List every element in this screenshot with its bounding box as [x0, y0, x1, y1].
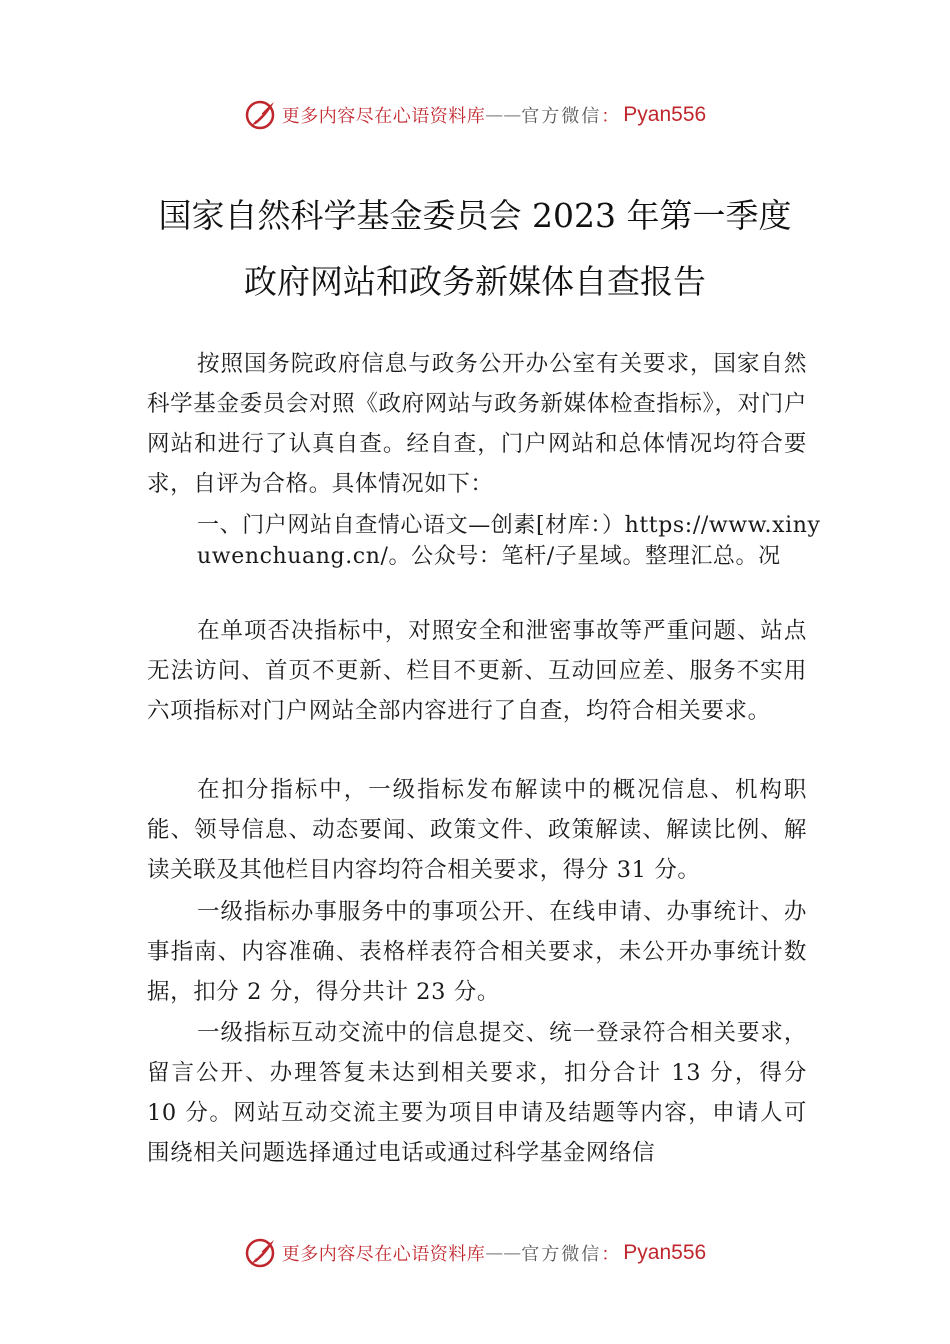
document-title-line-1: 国家自然科学基金委员会 2023 年第一季度	[158, 196, 792, 235]
banner-wechat-label: 官方微信	[521, 106, 602, 127]
banner-brand-text: 更多内容尽在心语资料库	[281, 1244, 486, 1265]
body-paragraph: 在单项否决指标中，对照安全和泄密事故等严重问题、站点无法访问、首页不更新、栏目不更新、互动回应差、服务不实用六项指标对门户网站全部内容进行了自查，均符合相关要求。	[147, 618, 807, 724]
banner-colon: ：	[601, 1244, 620, 1265]
banner-wechat-id: Pyan556	[623, 103, 707, 126]
banner-wechat-id: Pyan556	[623, 1241, 707, 1264]
watermark-banner-bottom	[0, 1233, 950, 1273]
banner-separator: ——	[485, 104, 522, 126]
body-paragraph: 一级指标互动交流中的信息提交、统一登录符合相关要求，留言公开、办理答复未达到相关要求，扣分合计 13 分，得分 10 分。网站互动交流主要为项目申请及结题等内容，申请人可围绕相关问题选择通过电话或通过科学基金网络信	[147, 1020, 807, 1166]
intro-paragraph: 按照国务院政府信息与政务公开办公室有关要求，国家自然科学基金委员会对照《政府网站与政务新媒体检查指标》，对门户网站和进行了认真自查。经自查，门户网站和总体情况均符合要求，自评为合格。具体情况如下：	[147, 351, 807, 497]
banner-separator: ——	[485, 1242, 522, 1264]
section-heading: 一、门户网站自查情心语文—创素[材库：）https://www.xinyuwenchuang.cn/。公众号：笔杆/子星域。整理汇总。况	[197, 513, 821, 569]
body-paragraph: 在扣分指标中，一级指标发布解读中的概况信息、机构职能、领导信息、动态要闻、政策文件、政策解读、解读比例、解读关联及其他栏目内容均符合相关要求，得分 31 分。	[147, 777, 807, 883]
watermark-banner-top	[0, 95, 950, 135]
banner-brand-text: 更多内容尽在心语资料库	[281, 106, 486, 127]
quill-logo-icon	[244, 98, 278, 132]
body-paragraph: 一级指标办事服务中的事项公开、在线申请、办事统计、办事指南、内容准确、表格样表符合相关要求，未公开办事统计数据，扣分 2 分，得分共计 23 分。	[147, 899, 807, 1005]
banner-colon: ：	[601, 106, 620, 127]
quill-logo-icon	[244, 1236, 278, 1270]
document-title-line-2: 政府网站和政务新媒体自查报告	[244, 262, 706, 301]
banner-wechat-label: 官方微信	[521, 1244, 602, 1265]
